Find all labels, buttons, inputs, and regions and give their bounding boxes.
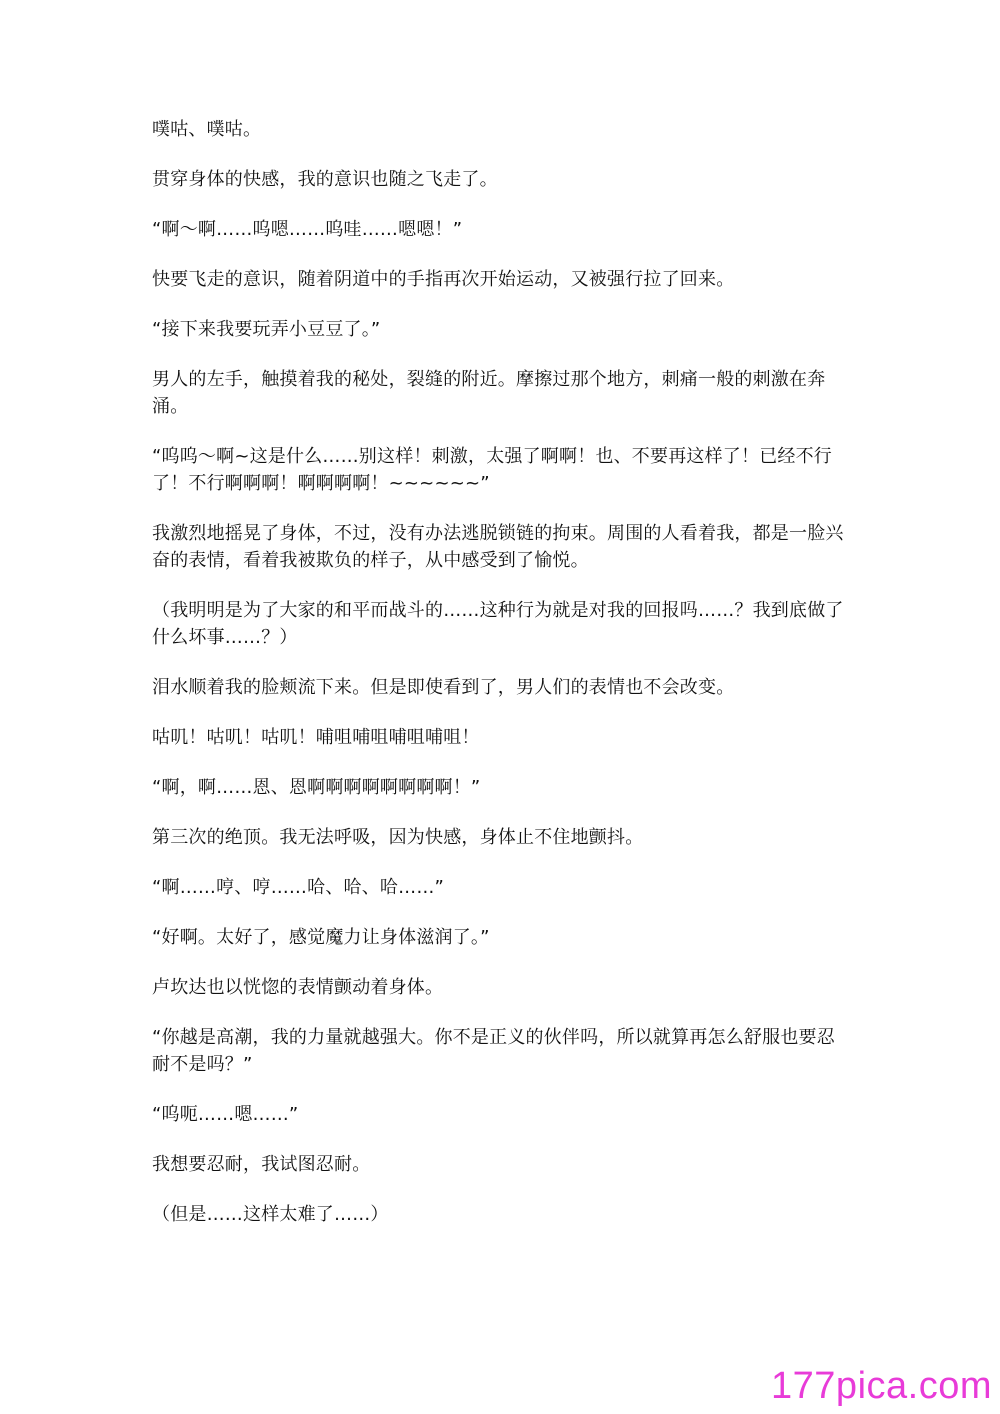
paragraph: “啊……哼、哼……哈、哈、哈……” (152, 877, 445, 898)
paragraph: “呜呜～啊~这是什么……别这样！刺激，太强了啊啊！也、不要再这样了！已经不行了！不行啊啊啊！啊啊啊啊！~~~~~~” (152, 446, 833, 494)
paragraph: （我明明是为了大家的和平而战斗的……这种行为就是对我的回报吗……？我到底做了什么坏事……？） (152, 600, 844, 648)
paragraph: 我想要忍耐，我试图忍耐。 (152, 1154, 371, 1175)
paragraph: “啊～啊……呜嗯……呜哇……嗯嗯！” (152, 219, 463, 240)
paragraph: 咕叽！咕叽！咕叽！哺咀哺咀哺咀哺咀！ (152, 727, 480, 748)
paragraph: “你越是高潮，我的力量就越强大。你不是正义的伙伴吗，所以就算再怎么舒服也要忍耐不是吗？” (152, 1027, 835, 1075)
paragraph: （但是……这样太难了……） (152, 1204, 389, 1225)
site-watermark: 177pica.com (771, 1365, 992, 1407)
paragraph: 快要飞走的意识，随着阴道中的手指再次开始运动，又被强行拉了回来。 (152, 269, 735, 290)
paragraph: 贯穿身体的快感，我的意识也随之飞走了。 (152, 169, 498, 190)
text-body (152, 116, 852, 1251)
paragraph: “呜呃……嗯……” (152, 1104, 299, 1125)
paragraph: 卢坎达也以恍惚的表情颤动着身体。 (152, 977, 444, 998)
paragraph: 第三次的绝顶。我无法呼吸，因为快感，身体止不住地颤抖。 (152, 827, 644, 848)
paragraph: “好啊。太好了，感觉魔力让身体滋润了。” (152, 927, 490, 948)
paragraph: 泪水顺着我的脸颊流下来。但是即使看到了，男人们的表情也不会改变。 (152, 677, 735, 698)
paragraph: 我激烈地摇晃了身体，不过，没有办法逃脱锁链的拘束。周围的人看着我，都是一脸兴奋的表情，看着我被欺负的样子，从中感受到了愉悦。 (152, 523, 844, 571)
paragraph: 男人的左手，触摸着我的秘处，裂缝的附近。摩擦过那个地方，刺痛一般的刺激在奔涌。 (152, 369, 826, 417)
paragraph: “接下来我要玩弄小豆豆了。” (152, 319, 381, 340)
paragraph: 噗咕、噗咕。 (152, 119, 262, 140)
paragraph: “啊，啊……恩、恩啊啊啊啊啊啊啊啊！” (152, 777, 481, 798)
